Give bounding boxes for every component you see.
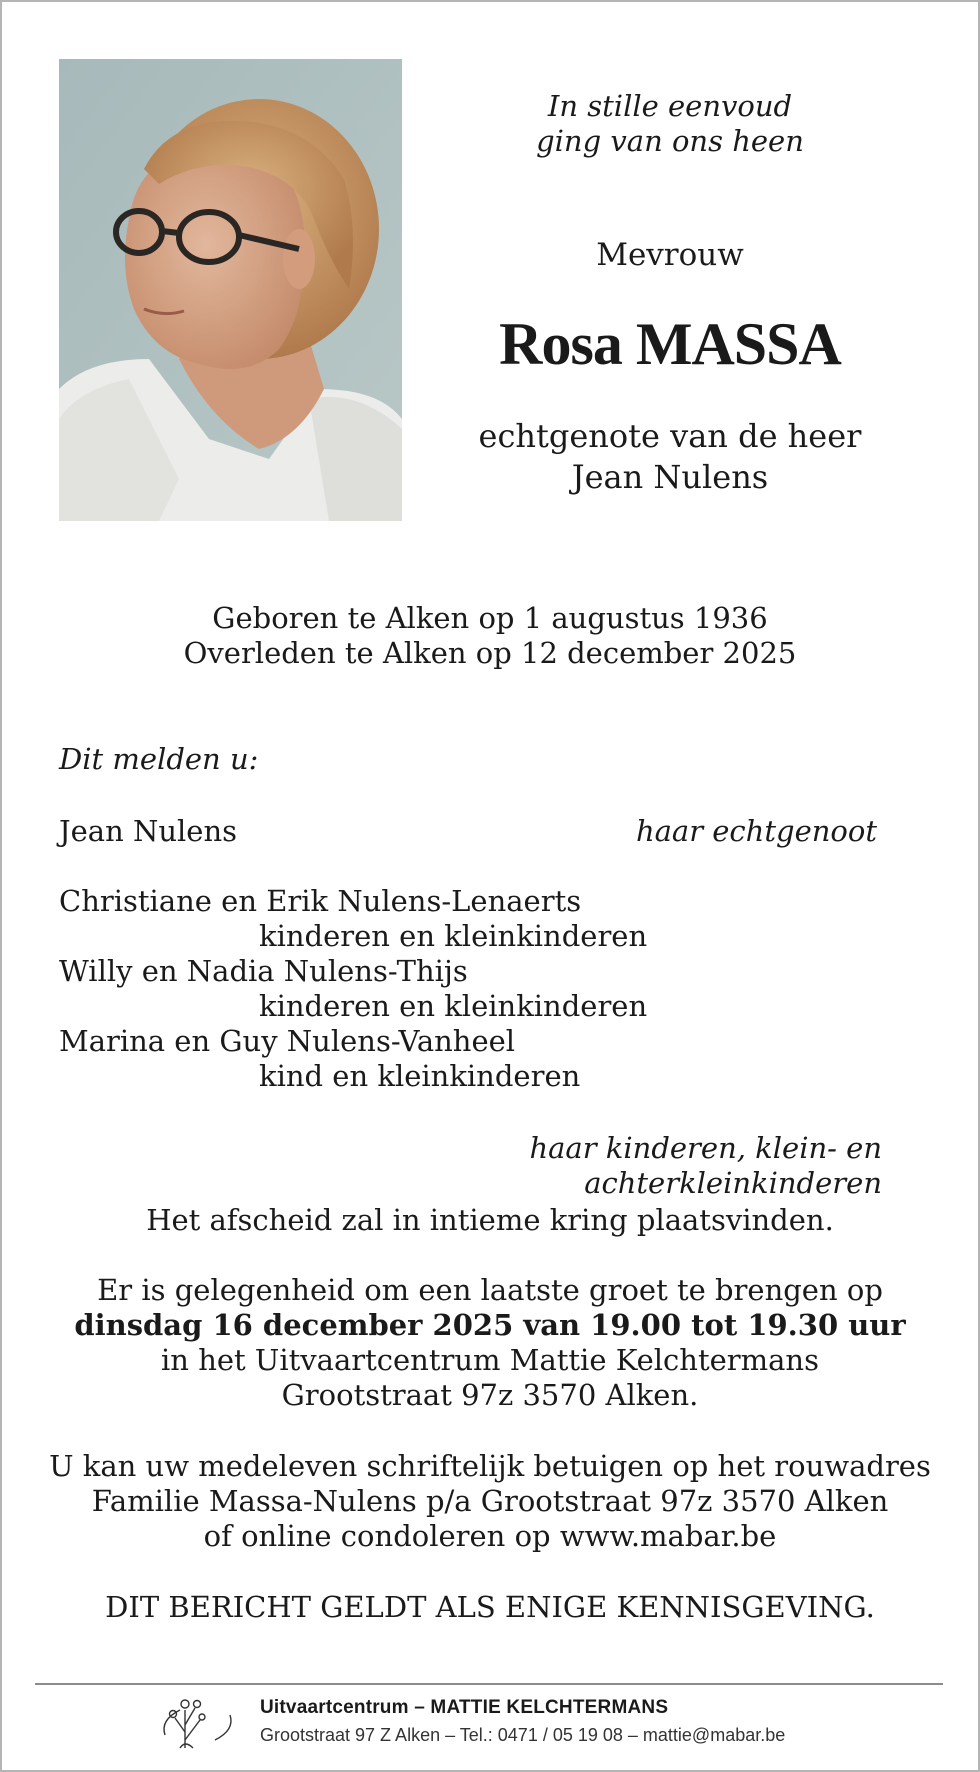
relation-line-1: echtgenote van de heer — [478, 417, 862, 455]
official-notice: DIT BERICHT GELDT ALS ENIGE KENNISGEVING. — [105, 1590, 875, 1624]
condolence-line-2: Familie Massa-Nulens p/a Grootstraat 97z 3570 Alken — [91, 1484, 889, 1518]
family-role-1: kinderen en kleinkinderen — [259, 919, 648, 953]
portrait-photo — [59, 59, 402, 521]
flower-logo-icon — [155, 1690, 240, 1752]
condolence-line-1: U kan uw medeleven schriftelijk betuigen op het rouwadres — [49, 1449, 931, 1483]
intro-line-1: In stille eenvoud — [547, 89, 793, 123]
born-line: Geboren te Alken op 1 augustus 1936 — [212, 601, 768, 635]
visit-line-3: in het Uitvaartcentrum Mattie Kelchtermans — [161, 1343, 819, 1377]
portrait-illustration — [59, 59, 402, 521]
farewell-text: Het afscheid zal in intieme kring plaatsvinden. — [146, 1203, 834, 1237]
salutation: Mevrouw — [596, 237, 744, 273]
footer-divider — [35, 1683, 943, 1685]
family-name-2: Willy en Nadia Nulens-Thijs — [59, 954, 468, 988]
visit-date: dinsdag 16 december 2025 van 19.00 tot 19.30 uur — [74, 1308, 906, 1342]
family-name-1: Christiane en Erik Nulens-Lenaerts — [59, 884, 582, 918]
spouse-name: Jean Nulens — [59, 814, 238, 848]
intro-line-2: ging van ons heen — [536, 124, 804, 158]
footer-company: Uitvaartcentrum – MATTIE KELCHTERMANS — [260, 1697, 669, 1718]
visit-line-4: Grootstraat 97z 3570 Alken. — [281, 1378, 699, 1412]
deceased-name: Rosa MASSA — [499, 311, 841, 377]
announcers-closing: haar kinderen, klein- en achterkleinkinderen — [529, 1131, 882, 1200]
died-line: Overleden te Alken op 12 december 2025 — [183, 636, 797, 670]
family-role-2: kinderen en kleinkinderen — [259, 989, 648, 1023]
announcers-intro: Dit melden u: — [59, 742, 259, 776]
family-role-3: kind en kleinkinderen — [259, 1059, 581, 1093]
family-name-3: Marina en Guy Nulens-Vanheel — [59, 1024, 516, 1058]
visit-line-1: Er is gelegenheid om een laatste groet te brengen op — [97, 1273, 883, 1307]
relation-line-2: Jean Nulens — [571, 458, 769, 496]
footer-contact: Grootstraat 97 Z Alken – Tel.: 0471 / 05 19 08 – mattie@mabar.be — [260, 1725, 786, 1745]
condolence-line-3: of online condoleren op www.mabar.be — [203, 1519, 777, 1553]
spouse-role: haar echtgenoot — [635, 814, 877, 848]
